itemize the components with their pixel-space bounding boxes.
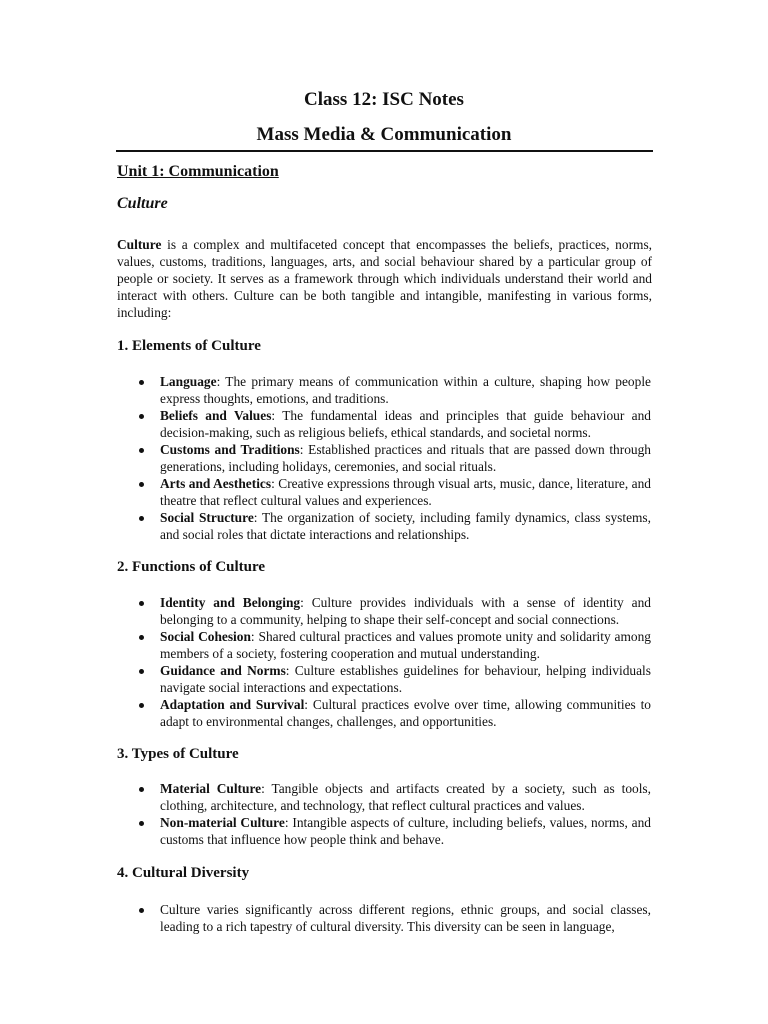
item-text: : Culture establishes guidelines for behaviour, helping individuals navigate social interactions and expectations. (160, 663, 651, 695)
item-text: : Intangible aspects of culture, including beliefs, values, norms, and customs that influence how people think and behave. (160, 815, 651, 847)
list-item (160, 441, 651, 475)
list-item (160, 475, 651, 509)
elements-list (160, 373, 651, 543)
list-item (160, 628, 651, 662)
bullet-icon (139, 448, 144, 453)
item-term: Customs and Traditions (160, 442, 300, 457)
bullet-icon (139, 635, 144, 640)
diversity-list (160, 901, 651, 935)
item-term: Social Structure (160, 510, 254, 525)
bullet-icon (139, 703, 144, 708)
item-text: : The primary means of communication within a culture, shaping how people express thoughts, emotions, and traditions. (160, 374, 651, 406)
document-subtitle: Mass Media & Communication (256, 124, 512, 145)
item-term: Language (160, 374, 217, 389)
item-term: Guidance and Norms (160, 663, 286, 678)
item-term: Beliefs and Values (160, 408, 272, 423)
item-term: Non-material Culture (160, 815, 285, 830)
bullet-icon (139, 601, 144, 606)
list-item (160, 509, 651, 543)
item-text: : Creative expressions through visual arts, music, dance, literature, and theatre that reflect cultural values and experiences. (160, 476, 652, 508)
item-text: : Established practices and rituals that are passed down through generations, including holidays, ceremonies, and social rituals. (160, 442, 651, 474)
section-heading-functions: 2. Functions of Culture (117, 559, 266, 575)
item-text: : The organization of society, including family dynamics, class systems, and social roles that dictate interactions and relationships. (160, 510, 651, 542)
item-term: Adaptation and Survival (160, 697, 305, 712)
list-item (160, 814, 651, 848)
list-item (160, 696, 651, 730)
list-item (160, 901, 651, 935)
list-item (160, 594, 651, 628)
item-text: : Shared cultural practices and values promote unity and solidarity among members of a society, fostering cooperation and mutual understanding. (160, 629, 651, 661)
types-list (160, 780, 651, 848)
bullet-icon (139, 516, 144, 521)
list-item (160, 662, 651, 696)
section-heading-types: 3. Types of Culture (117, 746, 239, 762)
item-term: Identity and Belonging (160, 595, 301, 610)
functions-list (160, 594, 651, 730)
list-item (160, 780, 651, 814)
list-item (160, 373, 651, 407)
bullet-icon (139, 669, 144, 674)
bullet-icon (139, 380, 144, 385)
item-term: Social Cohesion (160, 629, 251, 644)
list-item (160, 407, 651, 441)
item-text: Culture varies significantly across different regions, ethnic groups, and social classes, leading to a rich tapestry of cultural diversity. This diversity can be seen in language, (160, 902, 651, 934)
item-term: Arts and Aesthetics (160, 476, 272, 491)
bullet-icon (139, 482, 144, 487)
bullet-icon (139, 787, 144, 792)
unit-heading: Unit 1: Communication (117, 163, 279, 180)
item-text: : Tangible objects and artifacts created by a society, such as tools, clothing, architecture, and technology, that reflect cultural practices and values. (160, 781, 651, 813)
topic-heading: Culture (117, 195, 168, 212)
section-heading-elements: 1. Elements of Culture (117, 338, 261, 354)
item-text: : The fundamental ideas and principles that guide behaviour and decision-making, such as religious beliefs, ethical standards, and societal norms. (160, 408, 651, 440)
item-text: : Culture provides individuals with a sense of identity and belonging to a community, helping to shape their self-concept and social connections. (160, 595, 652, 627)
bullet-icon (139, 908, 144, 913)
intro-paragraph (117, 236, 652, 321)
section-heading-diversity: 4. Cultural Diversity (117, 865, 250, 881)
item-text: : Cultural practices evolve over time, allowing communities to adapt to environmental changes, challenges, and opportunities. (160, 697, 651, 729)
item-term: Material Culture (160, 781, 262, 796)
intro-text: is a complex and multifaceted concept that encompasses the beliefs, practices, norms, values, customs, traditions, languages, arts, and social behaviour shared by a particular group of people or society. It serves as a framework through which individuals understand their world and interact with others. Culture can be both tangible and intangible, manifesting in various forms, including: (117, 237, 652, 320)
bullet-icon (139, 414, 144, 419)
document-title: Class 12: ISC Notes (304, 89, 464, 110)
intro-term: Culture (117, 237, 162, 252)
title-rule (116, 150, 653, 152)
bullet-icon (139, 821, 144, 826)
